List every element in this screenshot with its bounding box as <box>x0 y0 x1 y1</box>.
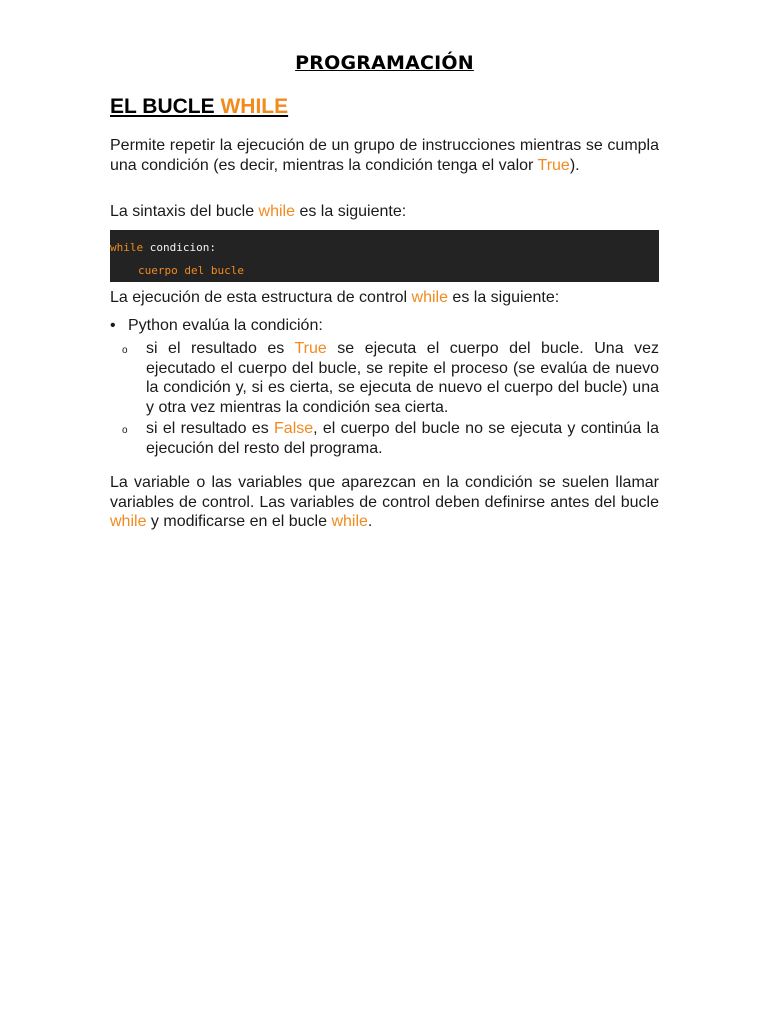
execution-text-a: La ejecución de esta estructura de control <box>110 289 412 306</box>
control-text-a: La variable o las variables que aparezcan en la condición se suelen llamar variables de control. Las variables de control deben definirse antes del bucle <box>110 474 659 511</box>
sub-item-text <box>146 339 659 417</box>
bullet-icon: • <box>110 317 116 334</box>
control-text-c: . <box>367 513 373 530</box>
circle-bullet-icon: o <box>122 345 128 356</box>
control-variables-paragraph <box>110 473 659 532</box>
section-heading <box>110 95 288 119</box>
intro-keyword-true: True <box>537 156 570 174</box>
code-line-2: cuerpo del bucle <box>138 264 244 277</box>
bullet-text: Python evalúa la condición: <box>128 317 323 334</box>
code-line-1 <box>110 241 216 254</box>
execution-keyword-while: while <box>411 289 448 306</box>
sub2-text-b: , el cuerpo del bucle no se ejecuta y continúa la ejecución del resto del programa. <box>146 420 659 457</box>
sub2-keyword-false: False <box>274 420 314 437</box>
control-text-b: y modificarse en el bucle <box>146 513 332 530</box>
sub1-keyword-true: True <box>294 340 327 357</box>
code-condition: condicion: <box>143 241 216 254</box>
execution-text-b: es la siguiente: <box>447 289 560 306</box>
execution-paragraph <box>110 288 659 308</box>
control-keyword-while-1: while <box>110 513 147 530</box>
circle-bullet-icon: o <box>122 425 128 436</box>
sub1-text-b: se ejecuta el cuerpo del bucle. Una vez ejecutado el cuerpo del bucle, se repite el proceso (se evalúa de nuevo la condición y, si es cierta, se ejecuta de nuevo el cuerpo del bucle) una y otra vez mientras la condición sea cierta. <box>146 340 659 416</box>
syntax-text-b: es la siguiente: <box>295 203 407 220</box>
code-block <box>110 230 659 282</box>
sub-list-item-true <box>122 339 659 419</box>
sub-list-item-false <box>122 419 659 459</box>
code-keyword-while: while <box>110 241 144 254</box>
intro-text-a: Permite repetir la ejecución de un grupo de instrucciones mientras se cumpla una condición (es decir, mientras la condición tenga el valor <box>110 137 659 174</box>
intro-text-b: ). <box>569 156 580 174</box>
control-keyword-while-2: while <box>331 513 368 530</box>
section-heading-prefix: EL BUCLE <box>110 95 221 118</box>
intro-paragraph <box>110 136 659 175</box>
syntax-keyword-while: while <box>258 203 295 220</box>
sub-item-text <box>146 419 659 458</box>
sub1-text-a: si el resultado es <box>146 340 295 357</box>
page-title: PROGRAMACIÓN <box>295 52 474 74</box>
section-heading-keyword: WHILE <box>220 95 289 118</box>
syntax-text-a: La sintaxis del bucle <box>110 203 259 220</box>
syntax-paragraph <box>110 202 659 222</box>
sub2-text-a: si el resultado es <box>146 420 275 437</box>
